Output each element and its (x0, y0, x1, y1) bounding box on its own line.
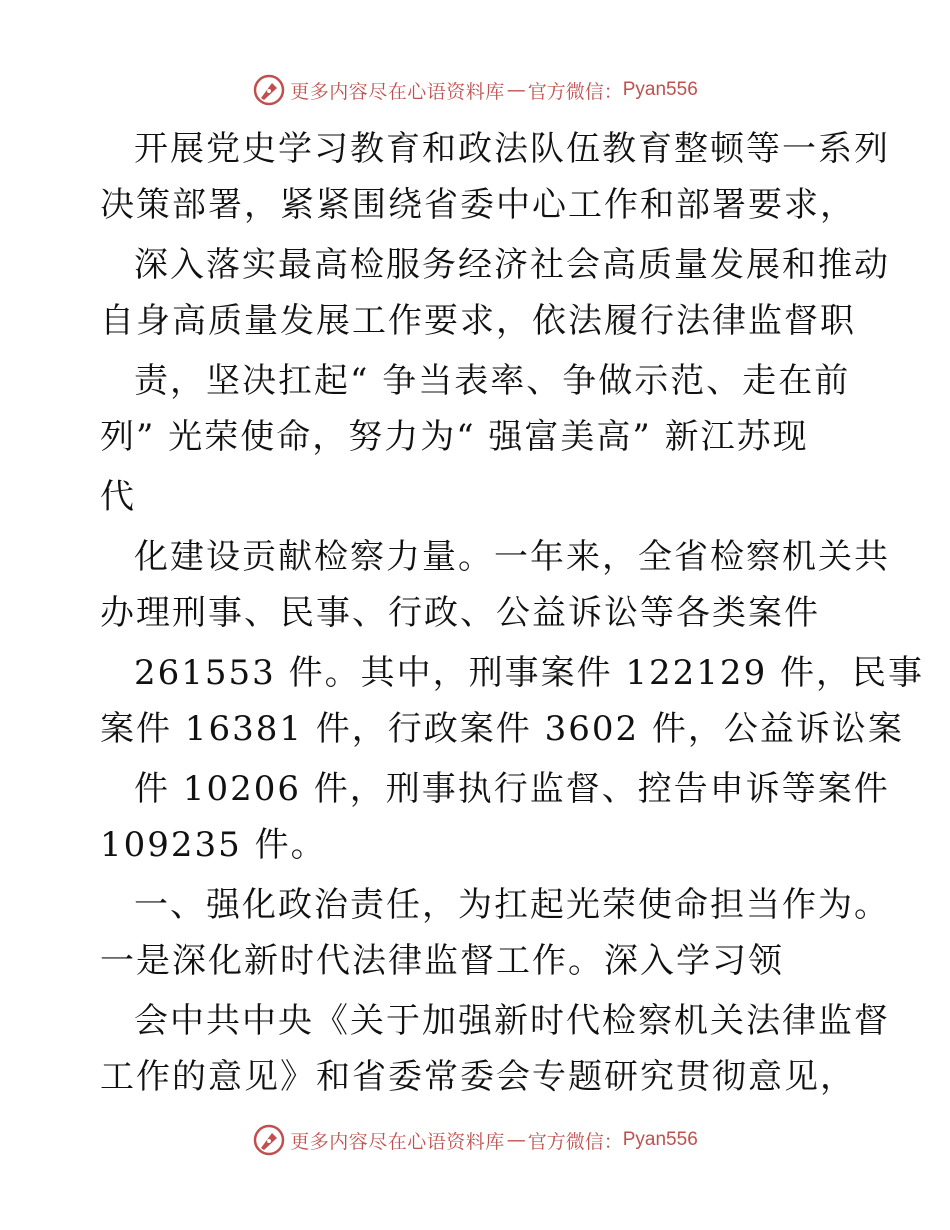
text-line: 列” 光荣使命，努力为“ 强富美高” 新江苏现 (100, 417, 809, 457)
watermark-wechat-id: Pyan556 (622, 1129, 698, 1150)
text-line: 代 (100, 477, 136, 517)
text-line: 决策部署，紧紧围绕省委中心工作和部署要求， (100, 185, 856, 225)
text-line: 会中共中央《关于加强新时代检察机关法律监督 (134, 1001, 890, 1041)
text-line: 一是深化新时代法律监督工作。深入学习领 (100, 941, 784, 981)
header-watermark (0, 70, 950, 110)
watermark-separator: — (506, 1129, 526, 1151)
text-line: 办理刑事、民事、行政、公益诉讼等各类案件 (100, 593, 820, 633)
section-heading: 一、强化政治责任，为扛起光荣使命担当作为。 (134, 885, 890, 925)
text-line: 自身高质量发展工作要求，依法履行法律监督职 (100, 301, 856, 341)
text-line: 开展党史学习教育和政法队伍教育整顿等一系列 (134, 129, 890, 169)
text-line: 深入落实最高检服务经济社会高质量发展和推动 (134, 245, 890, 285)
text-line: 261553 件。其中，刑事案件 122129 件，民事 (134, 653, 925, 693)
pen-nib-logo-icon (252, 73, 286, 107)
watermark-text: 更多内容尽在心语资料库 (290, 80, 505, 103)
text-line: 工作的意见》和省委常委会专题研究贯彻意见， (100, 1057, 856, 1097)
watermark-separator: — (506, 79, 526, 101)
text-line: 件 10206 件，刑事执行监督、控告申诉等案件 (134, 769, 890, 809)
text-line: 109235 件。 (100, 825, 327, 865)
watermark-wechat-label: 官方微信： (527, 1130, 623, 1153)
watermark-wechat-label: 官方微信： (527, 80, 623, 103)
watermark-wechat-id: Pyan556 (622, 79, 698, 100)
pen-nib-logo-icon (252, 1123, 286, 1157)
text-line: 化建设贡献检察力量。一年来，全省检察机关共 (134, 537, 890, 577)
text-line: 责，坚决扛起“ 争当表率、争做示范、走在前 (134, 361, 851, 401)
text-line: 案件 16381 件，行政案件 3602 件，公益诉讼案 (100, 709, 904, 749)
footer-watermark (0, 1120, 950, 1160)
watermark-text: 更多内容尽在心语资料库 (290, 1130, 505, 1153)
